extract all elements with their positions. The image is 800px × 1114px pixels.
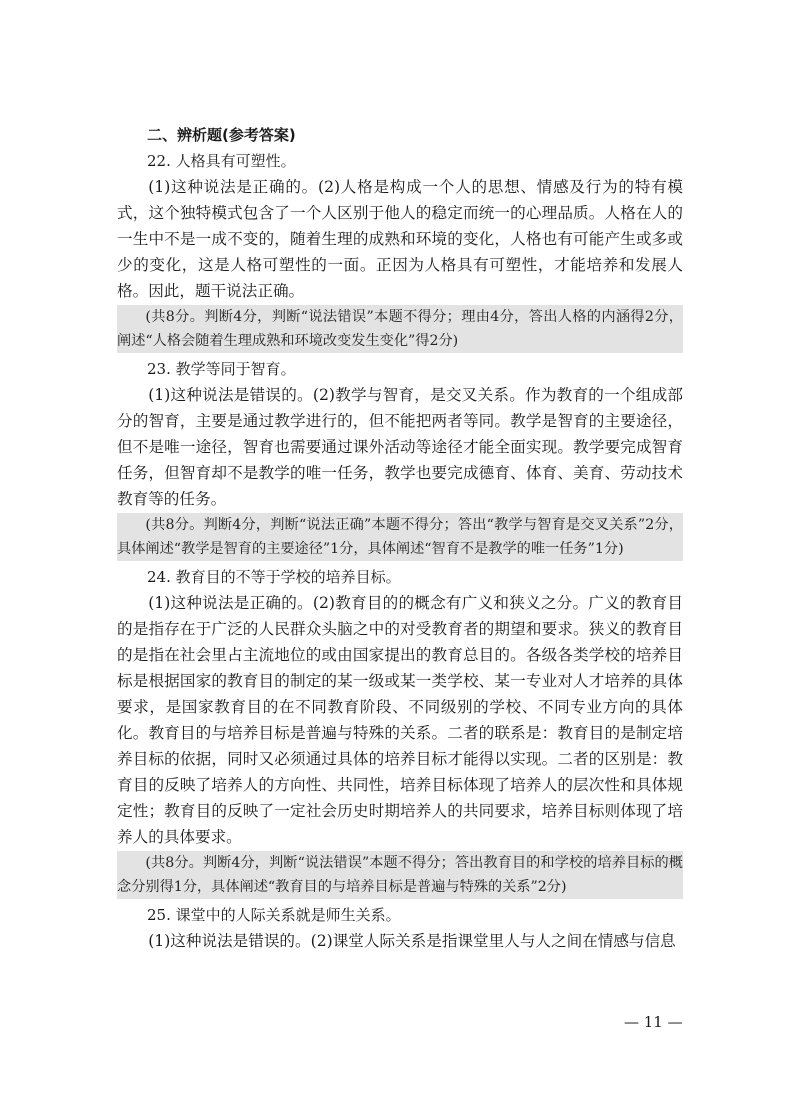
document-content [117,122,683,954]
page-number: — 11 — [624,1013,683,1031]
question-item [117,564,683,899]
question-title: 25. 课堂中的人际关系就是师生关系。 [147,906,401,924]
scoring-note: (共8分。判断4分，判断“说法错误”本题不得分；理由4分，答出人格的内涵得2分，阐述“人格会随着生理成熟和环境改变发生变化”得2分) [117,305,683,353]
question-title: 22. 人格具有可塑性。 [147,152,296,170]
question-item [117,356,683,561]
answer-text: (1)这种说法是正确的。(2)教育目的的概念有广义和狭义之分。广义的教育目的是指存在于广泛的人民群众头脑之中的对受教育者的期望和要求。狭义的教育目的是指在社会里占主流地位的或由国家提出的教育总目的。各级各类学校的培养目标是根据国家的教育目的制定的某一级或某一类学校、某一专业对人才培养的具体要求，是国家教育目的在不同教育阶段、不同级别的学校、不同专业方向的具体化。教育目的与培养目标是普遍与特殊的关系。二者的联系是：教育目的是制定培养目标的依据，同时又必须通过具体的培养目标才能得以实现。二者的区别是：教育目的反映了培养人的方向性、共同性，培养目标体现了培养人的层次性和具体规定性；教育目的反映了一定社会历史时期培养人的共同要求，培养目标则体现了培养人的具体要求。 [117,594,683,846]
scoring-note: (共8分。判断4分，判断“说法正确”本题不得分；答出“教学与智育是交叉关系”2分，具体阐述“教学是智育的主要途径”1分，具体阐述“智育不是教学的唯一任务”1分) [117,513,683,561]
answer-text: (1)这种说法是错误的。(2)教学与智育，是交叉关系。作为教育的一个组成部分的智育，主要是通过教学进行的，但不能把两者等同。教学是智育的主要途径，但不是唯一途径，智育也需要通过课外活动等途径才能全面实现。教学要完成智育任务，但智育却不是教学的唯一任务，教学也要完成德育、体育、美育、劳动技术教育等的任务。 [117,386,683,508]
question-item [117,148,683,353]
question-title: 23. 教学等同于智育。 [147,360,296,378]
section-title: 二、辨析题(参考答案) [147,126,296,144]
question-title: 24. 教育目的不等于学校的培养目标。 [147,568,401,586]
question-item [117,902,683,954]
answer-text: (1)这种说法是正确的。(2)人格是构成一个人的思想、情感及行为的特有模式，这个独特模式包含了一个人区别于他人的稳定而统一的心理品质。人格在人的一生中不是一成不变的，随着生理的成熟和环境的变化，人格也有可能产生或多或少的变化，这是人格可塑性的一面。正因为人格具有可塑性，才能培养和发展人格。因此，题干说法正确。 [117,178,683,300]
scoring-note: (共8分。判断4分，判断“说法错误”本题不得分；答出教育目的和学校的培养目标的概念分别得1分，具体阐述“教育目的与培养目标是普遍与特殊的关系”2分) [117,851,683,899]
answer-text: (1)这种说法是错误的。(2)课堂人际关系是指课堂里人与人之间在情感与信息 [148,932,676,950]
